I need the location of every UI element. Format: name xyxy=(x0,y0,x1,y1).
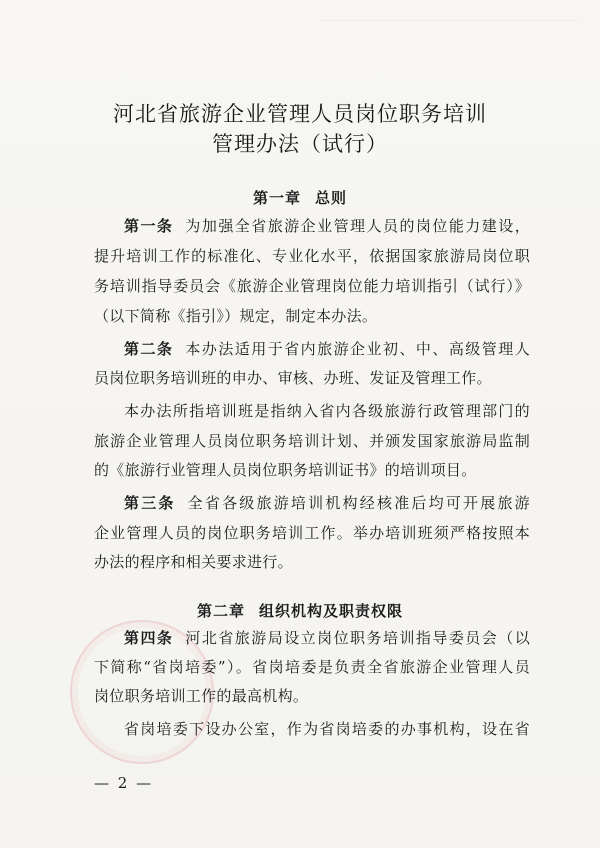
chapter-name: 总则 xyxy=(315,189,348,207)
paragraph-text: 全省各级旅游培训机构经核准后均可开展旅游 xyxy=(187,494,530,512)
chapter-heading-1 xyxy=(0,187,600,208)
article-3-line-2: 企业管理人员的岗位职务培训工作。举办培训班须严格按照本 xyxy=(94,524,530,542)
article-1-line-1 xyxy=(124,216,530,236)
document-title-line-2: 管理办法（试行） xyxy=(212,132,388,156)
article-1-line-2: 提升培训工作的标准化、专业化水平，依据国家旅游局岗位职 xyxy=(94,247,530,265)
paragraph-text: 为加强全省旅游企业管理人员的岗位能力建设， xyxy=(185,217,530,235)
article-1-line-4: （以下简称《指引》）规定，制定本办法。 xyxy=(94,307,378,325)
chapter-heading-2 xyxy=(0,600,600,621)
article-label: 第三条 xyxy=(124,494,176,512)
article-3-line-1 xyxy=(124,493,530,513)
page-number: — 2 — xyxy=(94,774,154,792)
article-4-line-1 xyxy=(124,628,530,648)
article-2-line-2: 员岗位职务培训班的申办、审核、办班、发证及管理工作。 xyxy=(94,369,492,387)
article-label: 第四条 xyxy=(124,629,174,647)
article-3-line-3: 办法的程序和相关要求进行。 xyxy=(94,553,293,571)
article-label: 第二条 xyxy=(124,340,174,358)
paragraph-text: 本办法适用于省内旅游企业初、中、高级管理人 xyxy=(185,340,530,358)
paragraph-scope-line-1: 本办法所指培训班是指纳入省内各级旅游行政管理部门的 xyxy=(124,402,530,420)
show-through-watermark xyxy=(320,20,580,81)
article-2-line-1 xyxy=(124,339,530,359)
paragraph-scope-line-2: 旅游企业管理人员岗位职务培训计划、并颁发国家旅游局监制 xyxy=(94,432,530,450)
article-4-line-2: 下简称“省岗培委”）。省岗培委是负责全省旅游企业管理人员 xyxy=(94,658,530,676)
chapter-number: 第二章 xyxy=(196,602,245,620)
paragraph-scope-line-3: 的《旅游行业管理人员岗位职务培训证书》的培训项目。 xyxy=(94,461,477,479)
article-4-line-3: 岗位职务培训工作的最高机构。 xyxy=(94,687,309,705)
paragraph-text: 河北省旅游局设立岗位职务培训指导委员会（以 xyxy=(185,629,530,647)
article-1-line-3: 务培训指导委员会《旅游企业管理岗位能力培训指引（试行）》 xyxy=(94,277,530,295)
article-label: 第一条 xyxy=(124,217,174,235)
document-title-line-1: 河北省旅游企业管理人员岗位职务培训 xyxy=(113,102,487,126)
chapter-number: 第一章 xyxy=(252,189,301,207)
chapter-name: 组织机构及职责权限 xyxy=(259,602,404,620)
paragraph-office-line-1: 省岗培委下设办公室，作为省岗培委的办事机构，设在省 xyxy=(124,720,530,738)
